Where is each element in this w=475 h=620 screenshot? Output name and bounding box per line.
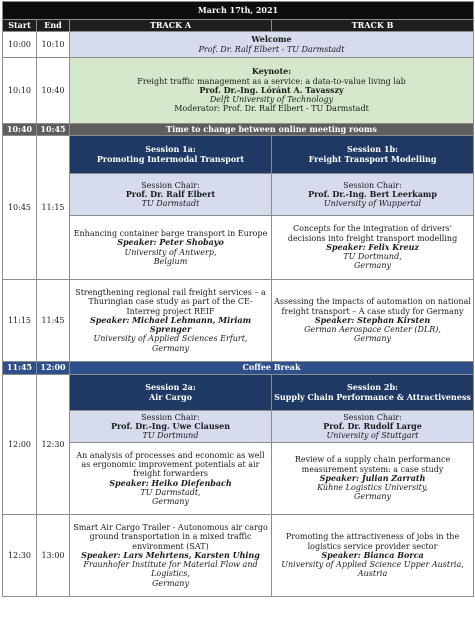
talk-1b-1: [272, 216, 474, 280]
welcome-title: Welcome: [251, 34, 292, 45]
session-1-talk-row-2: [3, 280, 474, 362]
session-1a-chair-aff: TU Darmstadt: [141, 199, 200, 209]
talk-1a-2-title: Strengthening regional rail freight services – a Thuringian case study as part of the CE-Interreg project REIF: [75, 288, 266, 316]
talk-2b-1: [272, 443, 474, 515]
header-track-b: TRACK B: [272, 20, 474, 32]
break2-text: Coffee Break: [70, 362, 474, 375]
talk-2b-2-speaker: Speaker: Bianca Borca: [321, 549, 424, 560]
talk-2b-2: [272, 515, 474, 597]
session-1a-chair-label: Session Chair:: [141, 180, 200, 190]
session-2a-label: Session 2a:: [145, 382, 196, 393]
talk-1b-2-speaker: Speaker: Stephan Kirsten: [314, 314, 431, 325]
block1-end: 11:15: [37, 136, 70, 280]
keynote-end: 10:40: [37, 58, 70, 124]
session-1a-chair: [70, 174, 272, 216]
welcome-cell: [70, 32, 474, 58]
block2-end: 12:30: [37, 375, 70, 515]
session-2a-chair-name: Prof. Dr.-Ing. Uwe Clausen: [110, 420, 231, 431]
session-1b-chair: [272, 174, 474, 216]
header-start: Start: [3, 20, 37, 32]
block2-start: 12:00: [3, 375, 37, 515]
keynote-topic: Freight traffic management as a service: a data-to-value living lab: [137, 76, 406, 86]
break2-end: 12:00: [37, 362, 70, 375]
talk-2b-1-aff2: Germany: [354, 492, 391, 502]
keynote-row: [3, 58, 474, 124]
session-2-header-row: [3, 375, 474, 411]
session-2-talk-row-2: [3, 515, 474, 597]
session-2a-header: [70, 375, 272, 411]
keynote-speaker: Prof. Dr.-Ing. Lóránt A. Tavasszy: [199, 84, 344, 95]
block1-start: 10:45: [3, 136, 37, 280]
page-title: March 17th, 2021: [3, 2, 474, 20]
talk-1a-1-aff2: Belgium: [153, 256, 188, 266]
header-row: [3, 20, 474, 32]
talk-1a-2-speaker: Speaker: Michael Lehmann, Miriam Sprenger: [89, 314, 252, 335]
session-1-chair-row: [3, 174, 474, 216]
break1-text: Time to change between online meeting rooms: [70, 124, 474, 136]
keynote-moderator: Moderator: Prof. Dr. Ralf Elbert - TU Darmstadt: [174, 104, 369, 114]
talk-2b-2-aff2: Austria: [357, 569, 388, 579]
talk-2a-2-aff2: Germany: [152, 578, 189, 588]
change-rooms-row: [3, 124, 474, 136]
talk-2b-2-aff1: University of Applied Science Upper Austria,: [281, 560, 464, 570]
talk-1b-1-title: Concepts for the integration of drivers' decisions into freight transport modelling: [287, 224, 458, 243]
block2b-start: 12:30: [3, 515, 37, 597]
talk-1b-2: [272, 280, 474, 362]
welcome-start: 10:00: [3, 32, 37, 58]
talk-1a-1: [70, 216, 272, 280]
session-1-header-row: [3, 136, 474, 174]
coffee-break-row: [3, 362, 474, 375]
talk-1b-1-speaker: Speaker: Felix Kreuz: [326, 241, 419, 252]
talk-1a-1-speaker: Speaker: Peter Shobayo: [117, 237, 224, 248]
session-2a-chair: [70, 411, 272, 443]
talk-1a-1-aff1: University of Antwerp,: [124, 247, 217, 257]
session-1a-chair-name: Prof. Dr. Ralf Elbert: [125, 188, 216, 199]
session-2b-header: [272, 375, 474, 411]
welcome-row: [3, 32, 474, 58]
session-2b-chair: [272, 411, 474, 443]
session-2-talk-row: [3, 443, 474, 515]
session-2b-chair-label: Session Chair:: [343, 412, 402, 422]
talk-1a-2: [70, 280, 272, 362]
header-track-a: TRACK A: [70, 20, 272, 32]
session-1a-header: [70, 136, 272, 174]
session-2a-chair-aff: TU Dortmund: [142, 431, 199, 441]
session-1-talk-row: [3, 216, 474, 280]
talk-1b-2-title: Assessing the impacts of automation on national freight transport – A case study for Germany: [274, 297, 471, 316]
block2b-end: 13:00: [37, 515, 70, 597]
welcome-person: Prof. Dr. Ralf Elbert - TU Darmstadt: [198, 44, 345, 54]
talk-1a-2-aff2: Germany: [152, 343, 189, 353]
session-1b-chair-label: Session Chair:: [343, 180, 402, 190]
session-2a-chair-label: Session Chair:: [141, 412, 200, 422]
talk-1b-1-aff2: Germany: [354, 261, 391, 271]
block1b-start: 11:15: [3, 280, 37, 362]
session-2a-name: Air Cargo: [149, 391, 192, 402]
program-table: [2, 1, 474, 597]
talk-2a-1-aff1: TU Darmstadt,: [140, 487, 201, 497]
talk-2a-1-aff2: Germany: [152, 496, 189, 506]
keynote-start: 10:10: [3, 58, 37, 124]
talk-2b-1-speaker: Speaker: Julian Zarrath: [319, 472, 426, 483]
break1-start: 10:40: [3, 124, 37, 136]
block1b-end: 11:45: [37, 280, 70, 362]
session-2b-chair-name: Prof. Dr. Rudolf Large: [323, 420, 422, 431]
session-1b-label: Session 1b:: [347, 144, 398, 155]
program-page: [0, 1, 475, 620]
talk-2b-1-title: Review of a supply chain performance measurement system: a case study: [294, 455, 451, 474]
welcome-end: 10:10: [37, 32, 70, 58]
talk-2b-1-aff1: Kühne Logistics University,: [317, 483, 428, 493]
session-1a-name: Promoting Intermodal Transport: [96, 153, 245, 164]
talk-2a-2-speaker: Speaker: Lars Mehrtens, Karsten Uhing: [81, 549, 260, 560]
talk-1a-2-aff1: University of Applied Sciences Erfurt,: [93, 334, 248, 344]
session-2b-chair-aff: University of Stuttgart: [326, 431, 419, 441]
talk-2a-2-title: Smart Air Cargo Trailer - Autonomous air cargo ground transportation in a mixed traffic environment (SAT): [73, 523, 268, 551]
talk-2a-2-aff1: Fraunhofer Institute for Material Flow and Logistics,: [83, 560, 258, 579]
talk-1a-1-title: Enhancing container barge transport in Europe: [73, 229, 268, 239]
talk-1b-2-aff1: German Aerospace Center (DLR),: [304, 325, 441, 335]
session-2-chair-row: [3, 411, 474, 443]
talk-1b-1-aff1: TU Dortmund,: [343, 252, 402, 262]
keynote-affiliation: Delft University of Technology: [209, 95, 334, 105]
talk-2a-1: [70, 443, 272, 515]
talk-1b-2-aff2: Germany: [354, 334, 391, 344]
session-1a-label: Session 1a:: [145, 144, 196, 155]
session-2b-label: Session 2b:: [347, 382, 398, 393]
break1-end: 10:45: [37, 124, 70, 136]
talk-2a-1-title: An analysis of processes and economic as well as ergonomic improvement potentials at air freight forwarders: [76, 450, 265, 479]
session-1b-chair-aff: University of Wuppertal: [323, 199, 422, 209]
talk-2a-2: [70, 515, 272, 597]
session-1b-chair-name: Prof. Dr.-Ing. Bert Leerkamp: [308, 188, 437, 199]
talk-2a-1-speaker: Speaker: Heiko Diefenbach: [109, 477, 232, 488]
session-1b-header: [272, 136, 474, 174]
session-1b-name: Freight Transport Modelling: [308, 153, 437, 164]
talk-2b-2-title: Promoting the attractiveness of jobs in the logistics service provider sector: [285, 532, 460, 551]
title-row: [3, 2, 474, 20]
header-end: End: [37, 20, 70, 32]
break2-start: 11:45: [3, 362, 37, 375]
keynote-label: Keynote:: [251, 66, 292, 77]
keynote-cell: [70, 58, 474, 124]
session-2b-name: Supply Chain Performance & Attractiveness: [274, 391, 471, 402]
